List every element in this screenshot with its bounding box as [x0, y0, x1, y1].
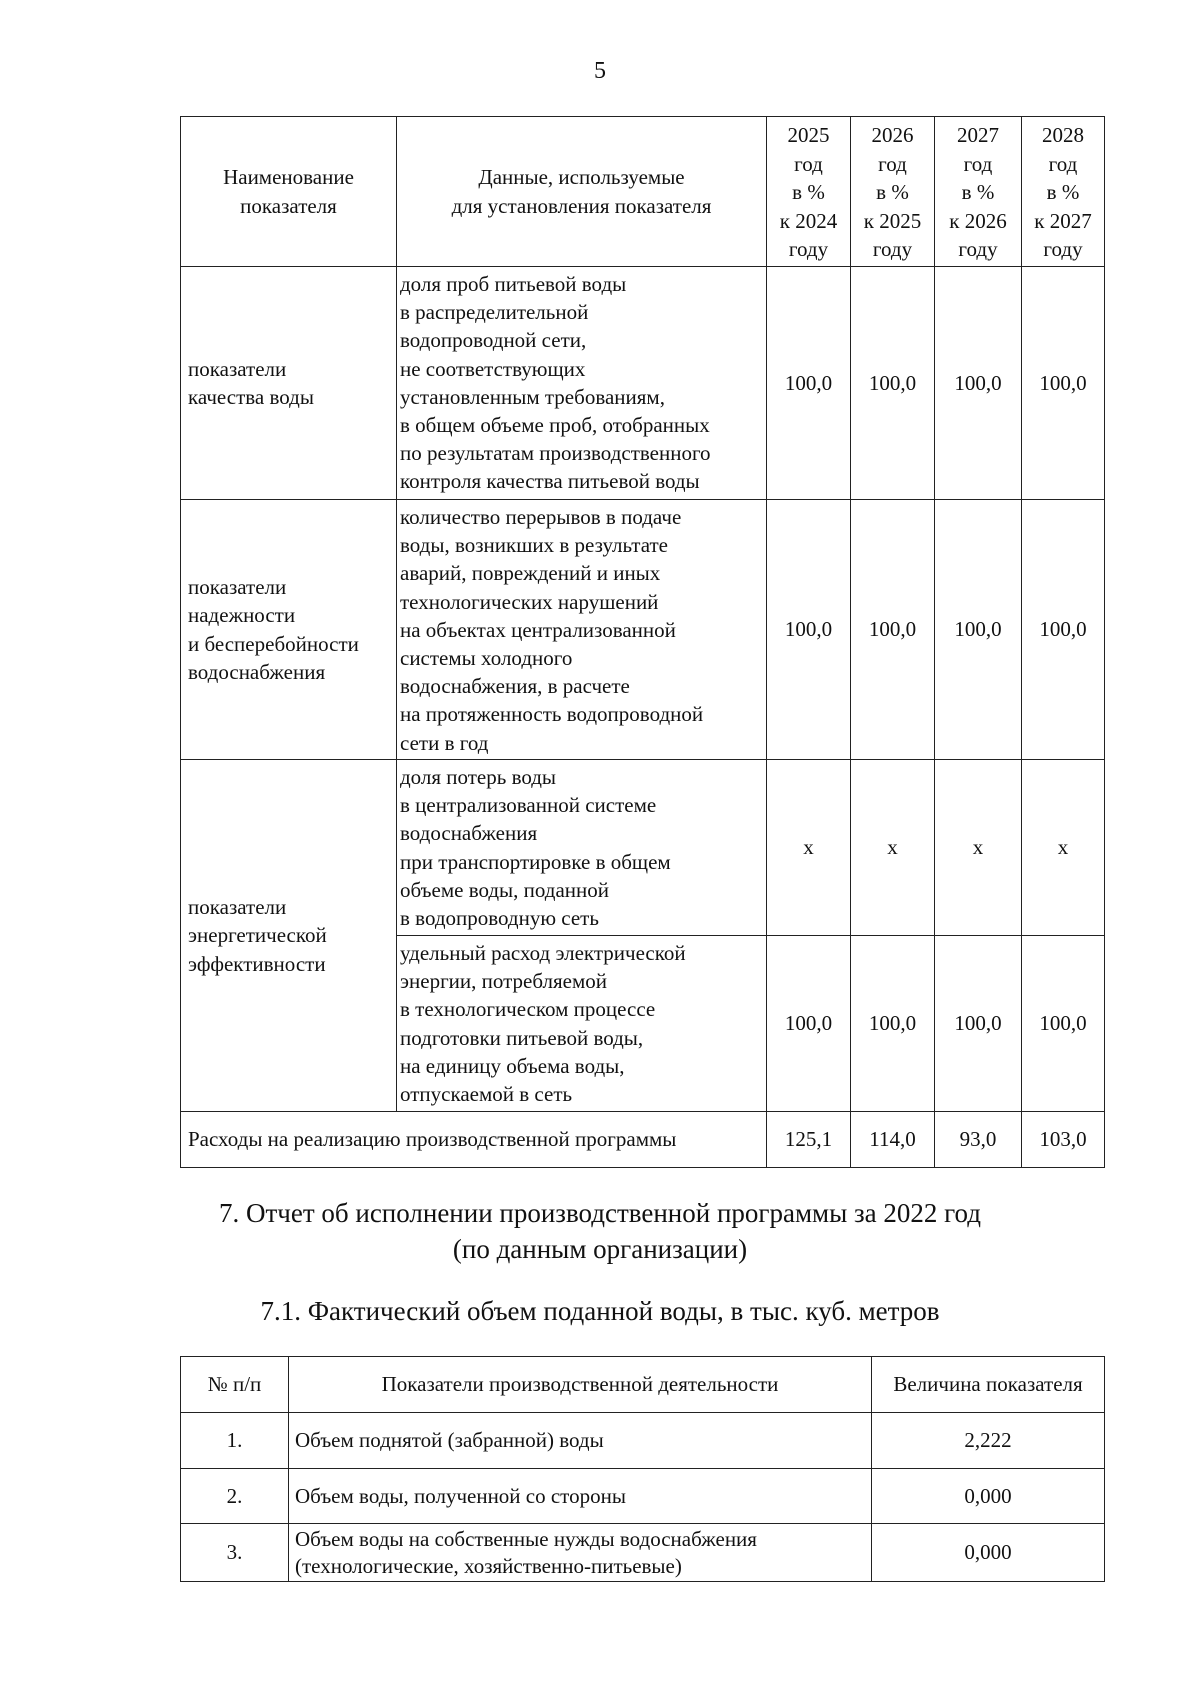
total-label: Расходы на реализацию производственной программы: [181, 1112, 767, 1168]
row-value: 0,000: [872, 1524, 1105, 1582]
row-indicator: Объем воды на собственные нужды водоснабжения (технологические, хозяйственно-питьевые): [289, 1524, 872, 1582]
header-value: Величина показателя: [872, 1357, 1105, 1413]
row-number: 3.: [181, 1524, 289, 1582]
section-title: 7. Отчет об исполнении производственной программы за 2022 год: [218, 1198, 982, 1228]
total-2026: 114,0: [851, 1112, 935, 1168]
value-2027: 100,0: [935, 500, 1022, 760]
total-2027: 93,0: [935, 1112, 1022, 1168]
total-2025: 125,1: [767, 1112, 851, 1168]
subsection-title: 7.1. Фактический объем поданной воды, в тыс. куб. метров: [260, 1296, 940, 1326]
table-row: [181, 1524, 1105, 1582]
value-2026: 100,0: [851, 500, 935, 760]
value-2026: х: [851, 760, 935, 936]
value-2027: 100,0: [935, 936, 1022, 1112]
indicator-data: количество перерывов в подаче воды, возникших в результате аварий, повреждений и иных технологических нарушений на объектах централизованной системы холодного водоснабжения, в расчете на протяженность водопроводной сети в год: [397, 500, 767, 760]
indicator-data: удельный расход электрической энергии, потребляемой в технологическом процессе подготовки питьевой воды, на единицу объема воды, отпускаемой в сеть: [397, 936, 767, 1112]
row-indicator: Объем воды, полученной со стороны: [289, 1469, 872, 1524]
total-row: [181, 1112, 1105, 1168]
indicator-name-water-quality: показатели качества воды: [181, 267, 397, 500]
header-number: № п/п: [181, 1357, 289, 1413]
value-2025: 100,0: [767, 267, 851, 500]
row-indicator: Объем поднятой (забранной) воды: [289, 1413, 872, 1469]
header-data-used: Данные, используемые для установления показателя: [397, 117, 767, 267]
indicator-name-reliability: показатели надежности и бесперебойности водоснабжения: [181, 500, 397, 760]
row-value: 2,222: [872, 1413, 1105, 1469]
table-header-row: [181, 1357, 1105, 1413]
value-2028: 100,0: [1022, 500, 1105, 760]
header-indicator: Показатели производственной деятельности: [289, 1357, 872, 1413]
value-2027: х: [935, 760, 1022, 936]
header-year-2027: 2027 год в % к 2026 году: [935, 117, 1022, 267]
value-2028: х: [1022, 760, 1105, 936]
value-2025: 100,0: [767, 500, 851, 760]
header-indicator-name: Наименование показателя: [181, 117, 397, 267]
value-2028: 100,0: [1022, 267, 1105, 500]
value-2028: 100,0: [1022, 936, 1105, 1112]
header-year-2028: 2028 год в % к 2027 году: [1022, 117, 1105, 267]
page-number: 5: [594, 58, 606, 84]
row-number: 2.: [181, 1469, 289, 1524]
indicator-name-energy-efficiency: показатели энергетической эффективности: [181, 760, 397, 1112]
row-value: 0,000: [872, 1469, 1105, 1524]
total-2028: 103,0: [1022, 1112, 1105, 1168]
indicators-table: [180, 116, 1105, 1168]
table-row: [181, 267, 1105, 500]
section-title-note: (по данным организации): [452, 1234, 748, 1264]
header-year-2026: 2026 год в % к 2025 году: [851, 117, 935, 267]
table-header-row: [181, 117, 1105, 267]
header-year-2025: 2025 год в % к 2024 году: [767, 117, 851, 267]
table-row: [181, 500, 1105, 760]
indicator-data: доля проб питьевой воды в распределительной водопроводной сети, не соответствующих установленным требованиям, в общем объеме проб, отобранных по результатам производственного контроля качества питьевой воды: [397, 267, 767, 500]
table-row: [181, 1413, 1105, 1469]
table-row: [181, 760, 1105, 936]
value-2026: 100,0: [851, 936, 935, 1112]
table-row: [181, 1469, 1105, 1524]
row-number: 1.: [181, 1413, 289, 1469]
indicator-data: доля потерь воды в централизованной системе водоснабжения при транспортировке в общем объеме воды, поданной в водопроводную сеть: [397, 760, 767, 936]
value-2025: х: [767, 760, 851, 936]
value-2026: 100,0: [851, 267, 935, 500]
value-2027: 100,0: [935, 267, 1022, 500]
value-2025: 100,0: [767, 936, 851, 1112]
water-volume-table: [180, 1356, 1105, 1582]
